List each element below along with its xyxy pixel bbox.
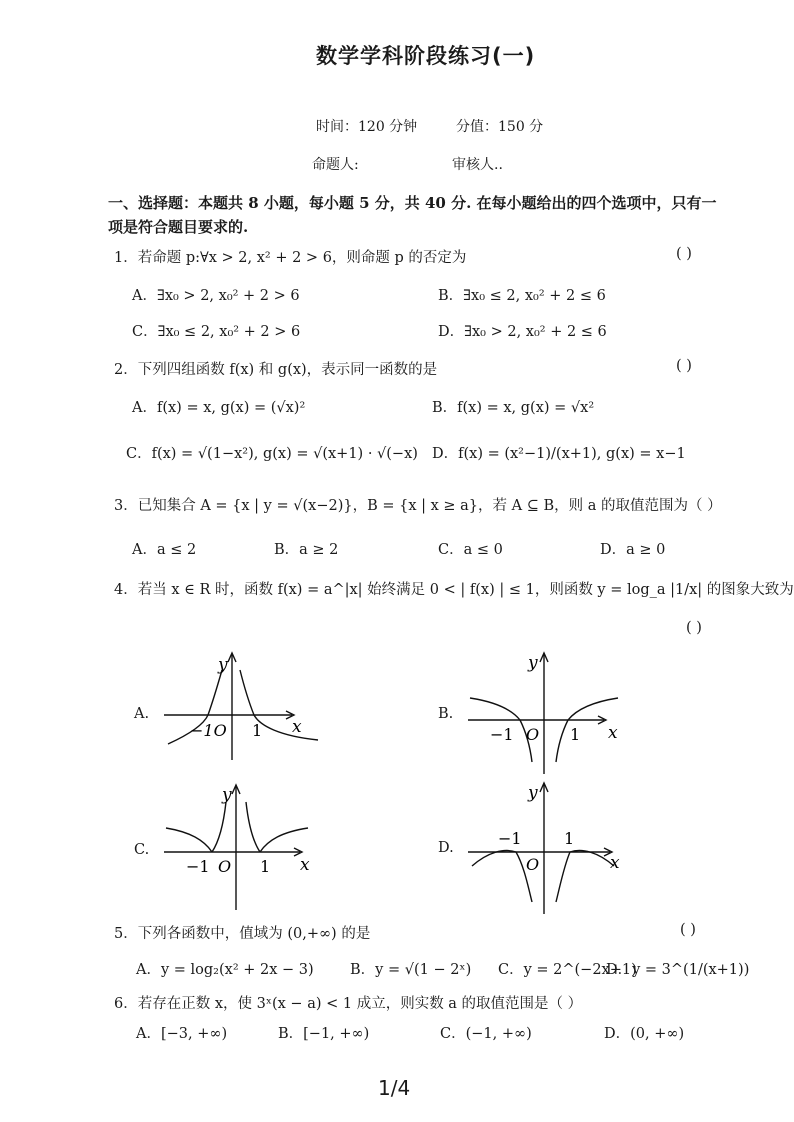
graph-a-neg1-origin: −1O [190,721,227,740]
question-2-option-c: C．f(x) = √(1−x²), g(x) = √(x+1) · √(−x) [126,446,418,462]
question-2-option-b: B．f(x) = x, g(x) = √x² [432,400,595,416]
question-2-option-a: A．f(x) = x, g(x) = (√x)² [132,400,306,416]
question-3-option-d: D．a ≥ 0 [600,542,666,558]
section-header-line1: 一、选择题：本题共 8 小题，每小题 5 分，共 40 分. 在每小题给出的四个选项中，只有一 [108,194,717,212]
question-6-option-c: C．(−1, +∞) [440,1026,532,1042]
graph-d-curve-left-outer [472,851,516,866]
graph-c-pos1: 1 [260,857,271,876]
graph-a-y-label: y [218,655,228,675]
question-2-stem: 2．下列四组函数 f(x) 和 g(x)，表示同一函数的是 [114,362,438,378]
graph-d-y-label: y [528,783,538,803]
question-1-option-c: C．∃x₀ ≤ 2, x₀² + 2 > 6 [132,324,301,340]
question-3-stem: 3．已知集合 A = {x | y = √(x−2)}，B = {x | x ≥ a}，若 A ⊆ B，则 a 的取值范围为（ ） [114,498,722,514]
section-header-line2: 项是符合题目要求的. [108,218,249,236]
graph-c-x-label: x [300,855,310,875]
graph-d-curve-right-outer [570,851,614,866]
graph-d-origin: O [526,855,540,874]
question-2-answer-blank: ( ) [676,358,692,374]
question-1-option-d: D．∃x₀ > 2, x₀² + 2 ≤ 6 [438,324,607,340]
graph-d-label: D. [438,840,454,856]
graph-a [160,648,325,763]
exam-time: 时间：120 分钟 [316,119,418,135]
graph-c-label: C. [134,842,150,858]
question-1-option-b: B．∃x₀ ≤ 2, x₀² + 2 ≤ 6 [438,288,606,304]
graph-d-neg1: −1 [498,829,522,848]
exam-author: 命题人: [312,157,359,173]
question-4-answer-blank: ( ) [686,620,702,636]
graph-b-origin: O [526,725,540,744]
question-6-stem: 6．若存在正数 x，使 3ˣ(x − a) < 1 成立，则实数 a 的取值范围是（ ） [114,996,583,1012]
question-5-option-a: A．y = log₂(x² + 2x − 3) [136,962,314,978]
graph-b [464,646,629,776]
question-1-stem: 1．若命题 p:∀x > 2, x² + 2 > 6，则命题 p 的否定为 [114,250,467,266]
exam-reviewer: 审核人.. [452,157,503,173]
question-1-option-a: A．∃x₀ > 2, x₀² + 2 > 6 [132,288,300,304]
graph-c-origin: O [218,857,232,876]
exam-score: 分值：150 分 [456,119,544,135]
page-title: 数学学科阶段练习(一) [316,44,536,68]
question-3-option-c: C．a ≤ 0 [438,542,503,558]
graph-b-label: B. [438,706,454,722]
graph-d-x-label: x [610,853,620,873]
graph-d-pos1: 1 [564,829,575,848]
graph-d-curve-right-inner [556,852,570,902]
graph-c [160,778,325,913]
question-5-option-c: C．y = 2^(−2x+1) [498,962,637,978]
graph-a-pos1: 1 [252,721,263,740]
graph-b-x-label: x [608,723,618,743]
graph-c-y-label: y [222,785,232,805]
graph-b-y-label: y [528,653,538,673]
graph-a-label: A. [134,706,150,722]
graph-c-curve-left-outer [166,828,212,852]
question-6-option-b: B．[−1, +∞) [278,1026,370,1042]
question-5-option-d: D．y = 3^(1/(x+1)) [606,962,750,978]
question-6-option-a: A．[−3, +∞) [136,1026,228,1042]
question-1-answer-blank: ( ) [676,246,692,262]
question-5-stem: 5．下列各函数中，值域为 (0,+∞) 的是 [114,926,371,942]
question-3-option-a: A．a ≤ 2 [132,542,197,558]
graph-c-curve-left-inner [212,802,226,852]
question-2-option-d: D．f(x) = (x²−1)/(x+1), g(x) = x−1 [432,446,686,462]
graph-a-x-label: x [292,717,302,737]
graph-b-pos1: 1 [570,725,581,744]
question-5-option-b: B．y = √(1 − 2ˣ) [350,962,472,978]
graph-d [464,776,629,916]
graph-c-curve-right-outer [260,828,308,852]
page-number: 1/4 [378,1076,411,1100]
graph-b-neg1: −1 [490,725,514,744]
graph-c-neg1: −1 [186,857,210,876]
question-5-answer-blank: ( ) [680,922,696,938]
question-4-stem: 4．若当 x ∈ R 时，函数 f(x) = a^|x| 始终满足 0 < | f(x) | ≤ 1，则函数 y = log_a |1/x| 的图象大致为 [114,582,794,598]
question-6-option-d: D．(0, +∞) [604,1026,685,1042]
graph-c-curve-right-inner [246,802,260,852]
question-3-option-b: B．a ≥ 2 [274,542,339,558]
